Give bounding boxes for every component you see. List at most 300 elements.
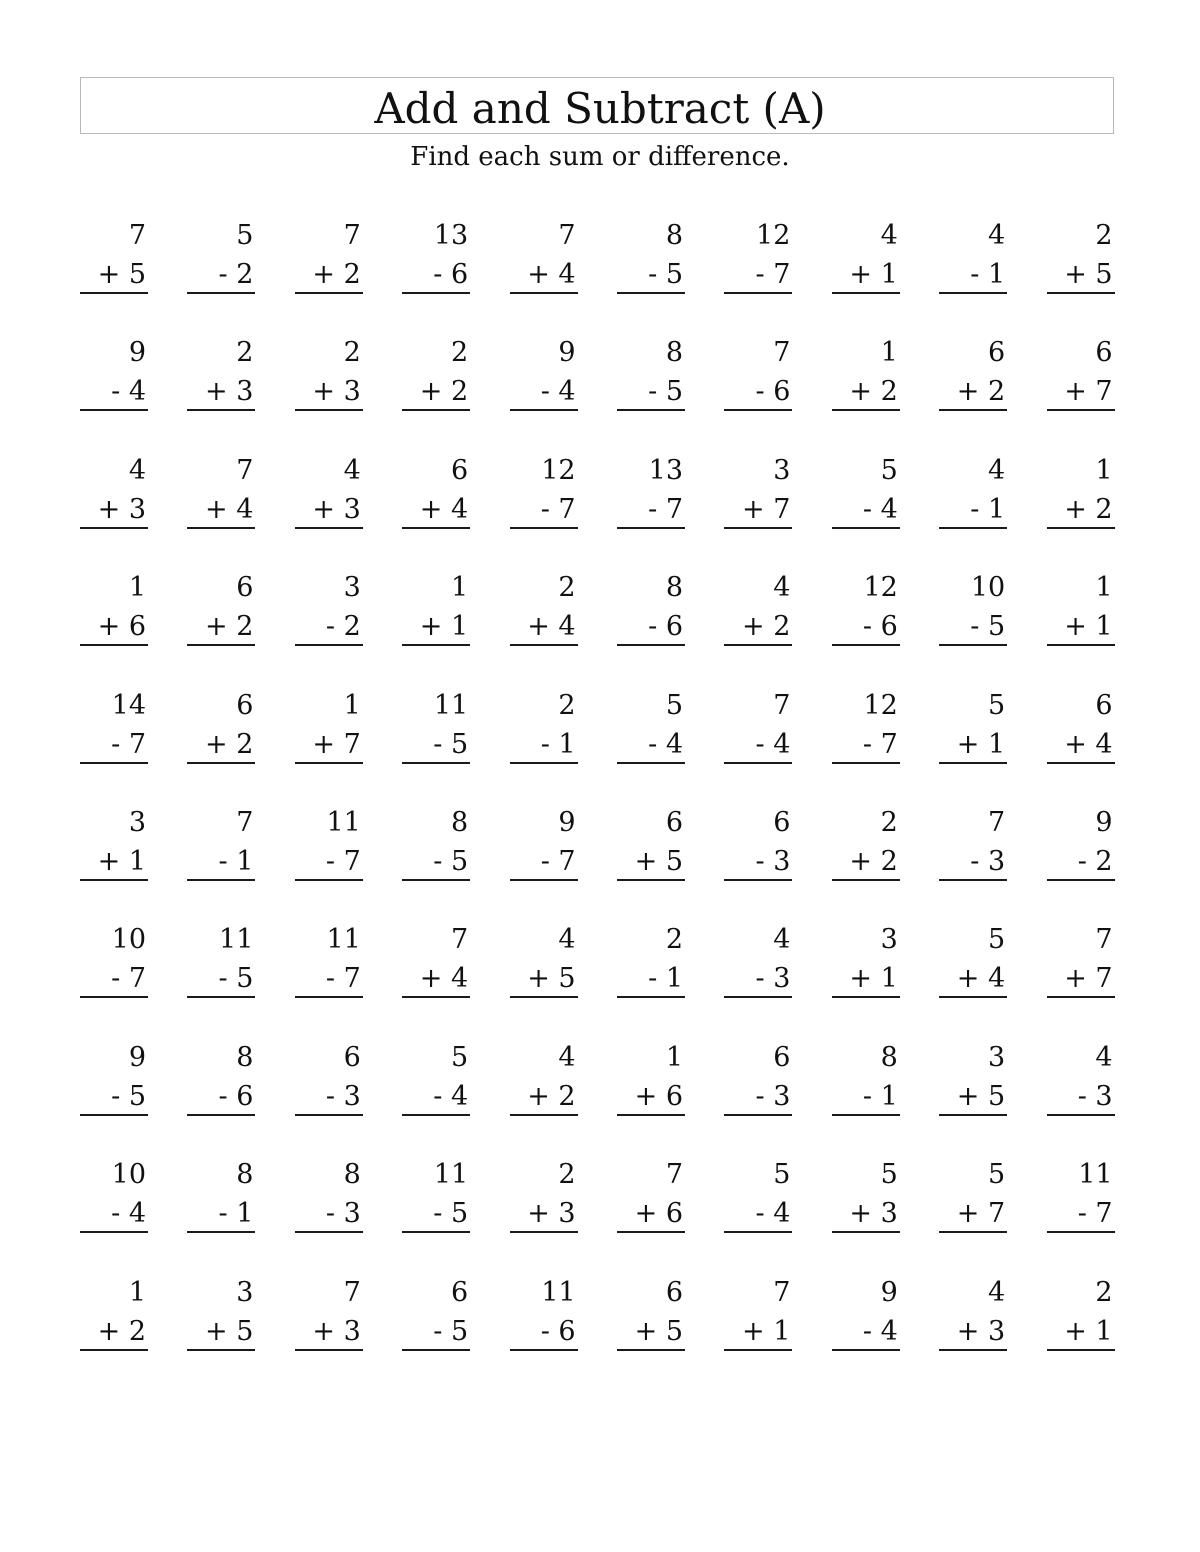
answer-line xyxy=(1047,409,1115,411)
problem-bottom-number: - 4 xyxy=(433,1080,469,1112)
problem-bottom-number: - 4 xyxy=(111,376,146,408)
answer-line xyxy=(832,1231,900,1233)
problem xyxy=(939,1036,1007,1118)
problem-bottom-number: - 2 xyxy=(1077,845,1113,877)
answer-line xyxy=(617,1231,685,1233)
answer-line xyxy=(939,292,1007,294)
problem-bottom-number: + 4 xyxy=(1064,728,1113,760)
problem xyxy=(510,331,578,413)
problem-top-number: 6 xyxy=(988,337,1006,369)
problem-top-number: 2 xyxy=(1095,220,1113,251)
problem xyxy=(187,331,255,413)
problem xyxy=(510,566,578,648)
problem-top-number: 1 xyxy=(451,572,469,604)
answer-line xyxy=(295,1114,363,1116)
problem-top-number: 5 xyxy=(880,454,898,486)
problem-top-number: 4 xyxy=(558,1041,576,1073)
answer-line xyxy=(724,879,792,881)
problem-top-number: 4 xyxy=(773,572,791,604)
problem-bottom-number: + 5 xyxy=(956,1080,1006,1112)
problem-top-number: 3 xyxy=(128,806,146,838)
problem xyxy=(510,1271,578,1353)
problem-bottom-number: - 1 xyxy=(218,1198,254,1230)
answer-line xyxy=(832,1349,900,1351)
problem xyxy=(510,918,578,1000)
problem-top-number: 14 xyxy=(111,689,146,721)
problem-bottom-number: - 4 xyxy=(755,1198,791,1230)
problem xyxy=(617,918,685,1000)
answer-line xyxy=(80,996,148,998)
answer-line xyxy=(724,527,792,529)
problem-bottom-number: + 3 xyxy=(97,493,146,525)
answer-line xyxy=(724,1231,792,1233)
problem xyxy=(832,801,900,883)
answer-line xyxy=(832,644,900,646)
problem-top-number: 6 xyxy=(665,806,683,838)
problem-bottom-number: + 1 xyxy=(97,845,146,877)
answer-line xyxy=(187,409,255,411)
problem xyxy=(617,801,685,883)
problem xyxy=(617,449,685,531)
problem-top-number: 8 xyxy=(665,337,683,369)
problem xyxy=(832,684,900,766)
problem-bottom-number: + 2 xyxy=(849,376,898,408)
answer-line xyxy=(617,1114,685,1116)
answer-line xyxy=(1047,1231,1115,1233)
problem xyxy=(617,684,685,766)
problem-top-number: 11 xyxy=(433,1159,469,1191)
problem xyxy=(939,566,1007,648)
problem xyxy=(1047,449,1115,531)
problem-bottom-number: - 1 xyxy=(540,728,576,760)
problem xyxy=(939,214,1007,296)
problem-row xyxy=(80,1153,1120,1270)
answer-line xyxy=(402,409,470,411)
problem-top-number: 12 xyxy=(756,220,791,251)
answer-line xyxy=(832,527,900,529)
answer-line xyxy=(80,409,148,411)
problem xyxy=(510,684,578,766)
problem-bottom-number: + 1 xyxy=(1064,1315,1113,1347)
problem xyxy=(1047,684,1115,766)
problem-top-number: 6 xyxy=(343,1041,361,1073)
problem xyxy=(295,1153,363,1235)
problem xyxy=(617,1036,685,1118)
answer-line xyxy=(510,409,578,411)
problem-top-number: 6 xyxy=(451,1276,469,1308)
problem xyxy=(295,566,363,648)
answer-line xyxy=(402,292,470,294)
problem xyxy=(402,1271,470,1353)
problem-bottom-number: - 3 xyxy=(755,845,791,877)
answer-line xyxy=(187,644,255,646)
problem xyxy=(80,1036,148,1118)
problem-top-number: 5 xyxy=(880,1159,898,1191)
problem-top-number: 8 xyxy=(451,806,469,838)
answer-line xyxy=(617,644,685,646)
problem-top-number: 9 xyxy=(128,1041,146,1073)
problem-top-number: 10 xyxy=(111,1159,146,1191)
problem xyxy=(187,566,255,648)
problem xyxy=(832,214,900,296)
problem-row xyxy=(80,214,1120,331)
answer-line xyxy=(724,1114,792,1116)
problem-top-number: 4 xyxy=(1095,1041,1113,1073)
problem-bottom-number: - 6 xyxy=(755,376,791,408)
problem xyxy=(939,918,1007,1000)
problem-top-number: 1 xyxy=(343,689,361,721)
problem-row xyxy=(80,449,1120,566)
answer-line xyxy=(617,996,685,998)
problem-top-number: 8 xyxy=(236,1041,254,1073)
problem-bottom-number: + 5 xyxy=(97,259,146,290)
answer-line xyxy=(187,1114,255,1116)
problem-bottom-number: + 7 xyxy=(1064,963,1113,995)
problem xyxy=(939,449,1007,531)
problem-bottom-number: + 3 xyxy=(956,1315,1006,1347)
answer-line xyxy=(617,527,685,529)
problem-top-number: 7 xyxy=(343,1276,361,1308)
problem xyxy=(402,918,470,1000)
problem-bottom-number: + 1 xyxy=(956,728,1006,760)
answer-line xyxy=(80,1114,148,1116)
problem-top-number: 1 xyxy=(128,1276,146,1308)
problem xyxy=(402,1036,470,1118)
answer-line xyxy=(724,996,792,998)
problem-bottom-number: - 4 xyxy=(540,376,576,408)
problem-top-number: 8 xyxy=(343,1159,361,1191)
problem-bottom-number: + 1 xyxy=(849,259,898,290)
problem-bottom-number: - 7 xyxy=(648,493,683,525)
problem xyxy=(832,1271,900,1353)
problem-top-number: 2 xyxy=(665,924,683,956)
problem-bottom-number: - 1 xyxy=(970,259,1006,290)
answer-line xyxy=(1047,1114,1115,1116)
problem-top-number: 11 xyxy=(326,806,361,838)
problem-bottom-number: - 3 xyxy=(325,1198,361,1230)
answer-line xyxy=(832,292,900,294)
answer-line xyxy=(832,409,900,411)
problem-top-number: 7 xyxy=(236,454,254,486)
problem-top-number: 7 xyxy=(1095,924,1113,956)
problem xyxy=(295,684,363,766)
problem xyxy=(724,801,792,883)
problem xyxy=(402,331,470,413)
answer-line xyxy=(724,762,792,764)
answer-line xyxy=(295,762,363,764)
problem-top-number: 3 xyxy=(236,1276,254,1308)
problem-top-number: 2 xyxy=(558,689,576,721)
problem-bottom-number: + 6 xyxy=(634,1198,683,1230)
problem-top-number: 9 xyxy=(558,806,576,838)
answer-line xyxy=(724,409,792,411)
problem-top-number: 7 xyxy=(451,924,469,956)
answer-line xyxy=(510,292,578,294)
answer-line xyxy=(510,527,578,529)
problem xyxy=(402,801,470,883)
problem-bottom-number: - 3 xyxy=(755,963,791,995)
problem-top-number: 1 xyxy=(880,337,898,369)
problem xyxy=(510,801,578,883)
problem-top-number: 5 xyxy=(773,1159,791,1191)
problem-top-number: 7 xyxy=(773,337,791,369)
problem-top-number: 11 xyxy=(219,924,254,956)
problem-top-number: 6 xyxy=(773,1041,791,1073)
answer-line xyxy=(187,762,255,764)
problem-top-number: 4 xyxy=(880,220,898,251)
problem-bottom-number: - 6 xyxy=(218,1080,254,1112)
problem xyxy=(295,214,363,296)
problem-bottom-number: + 2 xyxy=(312,259,361,290)
answer-line xyxy=(939,527,1007,529)
problem-row xyxy=(80,801,1120,918)
problem xyxy=(187,1036,255,1118)
problem-top-number: 7 xyxy=(665,1159,683,1191)
problem-top-number: 1 xyxy=(128,572,146,604)
answer-line xyxy=(1047,879,1115,881)
problem-bottom-number: - 4 xyxy=(648,728,683,760)
problem xyxy=(510,1153,578,1235)
problem xyxy=(832,1036,900,1118)
problem-top-number: 3 xyxy=(773,454,791,486)
answer-line xyxy=(939,1349,1007,1351)
problem-bottom-number: - 1 xyxy=(862,1080,898,1112)
problem xyxy=(187,801,255,883)
answer-line xyxy=(80,762,148,764)
problem-bottom-number: + 7 xyxy=(956,1198,1006,1230)
problem-top-number: 5 xyxy=(236,220,254,251)
answer-line xyxy=(1047,1349,1115,1351)
problem xyxy=(1047,331,1115,413)
problem xyxy=(724,331,792,413)
problem-top-number: 5 xyxy=(988,689,1006,721)
problem xyxy=(187,449,255,531)
answer-line xyxy=(617,762,685,764)
problem-bottom-number: + 4 xyxy=(419,493,469,525)
answer-line xyxy=(187,879,255,881)
problem xyxy=(939,331,1007,413)
answer-line xyxy=(617,1349,685,1351)
problem-top-number: 6 xyxy=(236,689,254,721)
answer-line xyxy=(402,644,470,646)
problem-top-number: 2 xyxy=(236,337,254,369)
problem-bottom-number: + 1 xyxy=(1064,611,1113,643)
problem-bottom-number: - 4 xyxy=(862,493,898,525)
problem-top-number: 1 xyxy=(1095,454,1113,486)
problem-top-number: 8 xyxy=(665,572,683,604)
instructions: Find each sum or difference. xyxy=(410,142,790,172)
problem xyxy=(295,918,363,1000)
problem xyxy=(80,566,148,648)
answer-line xyxy=(939,409,1007,411)
problem xyxy=(832,449,900,531)
answer-line xyxy=(939,1231,1007,1233)
problem-top-number: 4 xyxy=(773,924,791,956)
problem-top-number: 6 xyxy=(236,572,254,604)
answer-line xyxy=(80,292,148,294)
problem xyxy=(724,1036,792,1118)
answer-line xyxy=(295,996,363,998)
problem-bottom-number: - 1 xyxy=(970,493,1006,525)
problem xyxy=(295,1271,363,1353)
answer-line xyxy=(832,762,900,764)
problem xyxy=(1047,918,1115,1000)
problem-bottom-number: - 3 xyxy=(1077,1080,1113,1112)
problem-top-number: 12 xyxy=(541,454,576,486)
problem-bottom-number: - 3 xyxy=(970,845,1006,877)
problem-bottom-number: - 6 xyxy=(862,611,898,643)
answer-line xyxy=(1047,762,1115,764)
problem-top-number: 7 xyxy=(988,806,1006,838)
problem xyxy=(80,449,148,531)
problem-row xyxy=(80,331,1120,448)
problem-top-number: 3 xyxy=(880,924,898,956)
answer-line xyxy=(510,1231,578,1233)
problem-bottom-number: + 3 xyxy=(312,1315,361,1347)
answer-line xyxy=(295,409,363,411)
answer-line xyxy=(724,644,792,646)
problem xyxy=(187,684,255,766)
answer-line xyxy=(402,879,470,881)
problem-row xyxy=(80,1036,1120,1153)
problem xyxy=(939,801,1007,883)
answer-line xyxy=(939,996,1007,998)
problem-bottom-number: - 7 xyxy=(325,845,361,877)
problem-bottom-number: + 4 xyxy=(205,493,254,525)
problem-bottom-number: + 2 xyxy=(419,376,469,408)
problem xyxy=(402,449,470,531)
problem-bottom-number: + 4 xyxy=(956,963,1006,995)
problem xyxy=(832,566,900,648)
answer-line xyxy=(402,1349,470,1351)
answer-line xyxy=(1047,644,1115,646)
problem xyxy=(617,331,685,413)
problem xyxy=(724,918,792,1000)
problem-bottom-number: + 7 xyxy=(742,493,791,525)
problem-top-number: 9 xyxy=(880,1276,898,1308)
problem xyxy=(187,918,255,1000)
problem xyxy=(510,214,578,296)
answer-line xyxy=(295,644,363,646)
problem-top-number: 7 xyxy=(773,689,791,721)
problem-row xyxy=(80,566,1120,683)
problem-top-number: 4 xyxy=(343,454,361,486)
problem xyxy=(724,1271,792,1353)
problem-bottom-number: - 5 xyxy=(433,1315,469,1347)
problem xyxy=(510,1036,578,1118)
answer-line xyxy=(617,409,685,411)
problem-bottom-number: - 1 xyxy=(218,845,254,877)
problem-bottom-number: + 3 xyxy=(312,493,361,525)
problem xyxy=(402,214,470,296)
problem-row xyxy=(80,918,1120,1035)
problem-bottom-number: - 7 xyxy=(1077,1198,1113,1230)
problem xyxy=(939,1271,1007,1353)
problem-top-number: 6 xyxy=(451,454,469,486)
answer-line xyxy=(832,1114,900,1116)
problem-bottom-number: + 6 xyxy=(97,611,146,643)
problem-bottom-number: - 6 xyxy=(540,1315,576,1347)
problem-bottom-number: - 5 xyxy=(433,728,469,760)
problem-bottom-number: + 3 xyxy=(527,1198,576,1230)
problem-top-number: 9 xyxy=(1095,806,1113,838)
problem-top-number: 7 xyxy=(343,220,361,251)
problem xyxy=(295,1036,363,1118)
problem-top-number: 7 xyxy=(558,220,576,251)
problem-top-number: 6 xyxy=(773,806,791,838)
problem-top-number: 11 xyxy=(326,924,361,956)
problem-top-number: 11 xyxy=(1078,1159,1113,1191)
problem-bottom-number: + 2 xyxy=(742,611,791,643)
problem xyxy=(939,1153,1007,1235)
problem xyxy=(724,684,792,766)
answer-line xyxy=(295,527,363,529)
problem-top-number: 3 xyxy=(343,572,361,604)
answer-line xyxy=(187,292,255,294)
problem xyxy=(80,331,148,413)
problem-bottom-number: - 2 xyxy=(218,259,254,290)
problem-top-number: 10 xyxy=(111,924,146,956)
problem-bottom-number: - 6 xyxy=(433,259,469,290)
answer-line xyxy=(80,1231,148,1233)
problem-bottom-number: + 3 xyxy=(849,1198,898,1230)
answer-line xyxy=(939,644,1007,646)
answer-line xyxy=(510,644,578,646)
problem xyxy=(80,684,148,766)
problem xyxy=(617,1271,685,1353)
problem-top-number: 2 xyxy=(558,1159,576,1191)
problem-bottom-number: - 7 xyxy=(540,493,576,525)
problem xyxy=(80,214,148,296)
problem-top-number: 8 xyxy=(880,1041,898,1073)
problem xyxy=(724,566,792,648)
problem-bottom-number: + 1 xyxy=(419,611,469,643)
answer-line xyxy=(187,1231,255,1233)
problem-top-number: 5 xyxy=(665,689,683,721)
problem-bottom-number: - 7 xyxy=(111,728,146,760)
problem-bottom-number: - 7 xyxy=(325,963,361,995)
problem-bottom-number: - 7 xyxy=(111,963,146,995)
problem-bottom-number: - 5 xyxy=(111,1080,146,1112)
problem xyxy=(724,214,792,296)
problem xyxy=(187,1271,255,1353)
problem-bottom-number: + 5 xyxy=(1064,259,1113,290)
answer-line xyxy=(187,996,255,998)
problem-bottom-number: + 5 xyxy=(527,963,576,995)
problem-bottom-number: + 2 xyxy=(205,611,254,643)
problem-top-number: 2 xyxy=(558,572,576,604)
answer-line xyxy=(939,879,1007,881)
problem-top-number: 8 xyxy=(236,1159,254,1191)
problem-bottom-number: + 7 xyxy=(312,728,361,760)
answer-line xyxy=(402,762,470,764)
problem-bottom-number: + 4 xyxy=(527,259,576,290)
problem-top-number: 7 xyxy=(773,1276,791,1308)
problem-top-number: 2 xyxy=(1095,1276,1113,1308)
answer-line xyxy=(510,1114,578,1116)
problem-bottom-number: - 7 xyxy=(755,259,791,290)
problem-bottom-number: + 2 xyxy=(97,1315,146,1347)
problem xyxy=(724,1153,792,1235)
problem-bottom-number: - 2 xyxy=(325,611,361,643)
problem xyxy=(295,331,363,413)
answer-line xyxy=(832,996,900,998)
answer-line xyxy=(1047,527,1115,529)
problem xyxy=(80,1153,148,1235)
problem-top-number: 9 xyxy=(558,337,576,369)
problem xyxy=(187,1153,255,1235)
answer-line xyxy=(80,1349,148,1351)
